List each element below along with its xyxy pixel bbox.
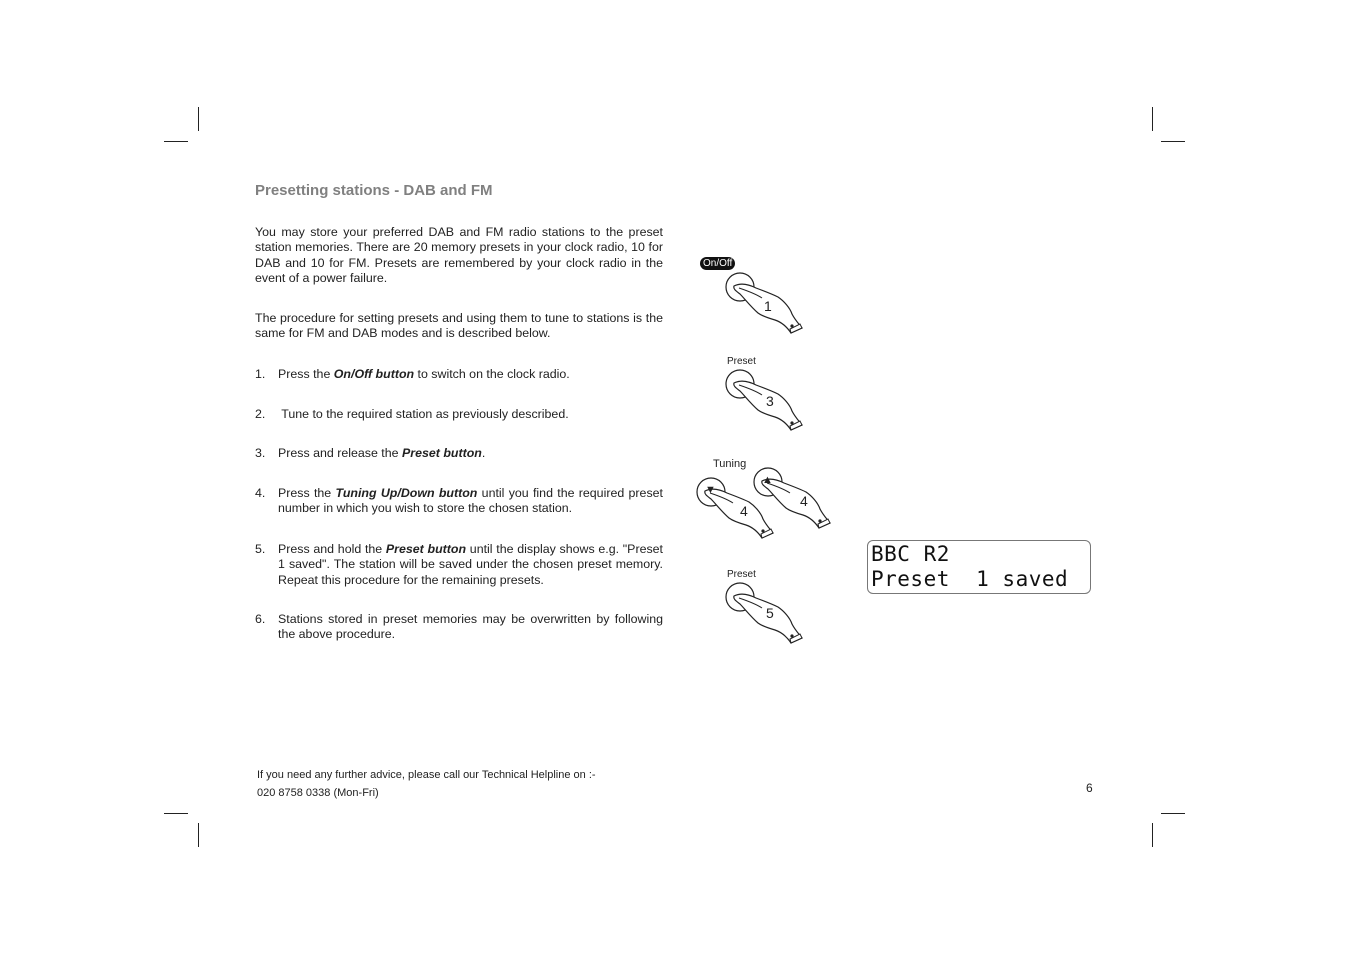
tuning-label: Tuning: [713, 458, 747, 470]
step-text: .: [481, 446, 486, 460]
step-item: [255, 612, 663, 643]
step-item: [255, 407, 663, 422]
step-text: Press the: [278, 367, 334, 381]
figure-step-number: 5: [766, 605, 774, 621]
step-text: Press and release the: [278, 446, 402, 460]
crop-mark: [198, 823, 199, 847]
figure-step-number: 4: [800, 493, 808, 509]
page-title: Presetting stations - DAB and FM: [255, 182, 493, 199]
lcd-display: [867, 540, 1091, 594]
footer-helpline: If you need any further advice, please call our Technical Helpline on :-: [257, 769, 596, 781]
step-item: [255, 486, 663, 517]
step-text: until the display shows e.g. "Preset 1 saved". The station will be saved under the chosen preset memory. Repeat this procedure for the remaining presets.: [278, 542, 663, 587]
figure-step-number: 4: [740, 503, 748, 519]
lcd-line: Preset 1 saved: [871, 567, 1069, 591]
onoff-label: On/Off: [700, 257, 735, 270]
step-emphasis: Preset button: [401, 446, 482, 460]
crop-mark: [164, 141, 188, 142]
step-text: Stations stored in preset memories may be overwritten by following the above procedure.: [278, 612, 663, 642]
step-number: 3.: [255, 446, 266, 460]
crop-mark: [1152, 823, 1153, 847]
up-arrow-icon: ▲: [762, 474, 773, 486]
step-item: [255, 367, 663, 382]
step-text: until you find the required preset number in which you wish to store the chosen station.: [278, 486, 663, 516]
finger-press-icon: [746, 465, 841, 535]
step-item: [255, 446, 663, 461]
step-text: to switch on the clock radio.: [414, 367, 570, 381]
figure-step-number: 1: [764, 298, 772, 314]
step-emphasis: Tuning Up/Down button: [335, 486, 478, 500]
crop-mark: [164, 813, 188, 814]
step-emphasis: Preset button: [385, 542, 467, 556]
footer-phone: 020 8758 0338 (Mon-Fri): [257, 787, 379, 799]
step-number: 1.: [255, 367, 266, 381]
step-item: [255, 542, 663, 588]
crop-mark: [1161, 813, 1185, 814]
step-emphasis: On/Off button: [333, 367, 415, 381]
intro-paragraph: You may store your preferred DAB and FM radio stations to the preset station memories. There are 20 memory presets in your clock radio, 10 for DAB and 10 for FM. Presets are remembered by your clock radio in the event of a power failure.: [255, 225, 663, 286]
step-number: 6.: [255, 612, 266, 626]
crop-mark: [198, 107, 199, 131]
step-text: Press and hold the: [278, 542, 386, 556]
crop-mark: [1152, 107, 1153, 131]
intro-paragraph: The procedure for setting presets and using them to tune to stations is the same for FM and DAB modes and is described below.: [255, 311, 663, 341]
page-number: 6: [1086, 781, 1093, 795]
figure-step-number: 3: [766, 393, 774, 409]
down-arrow-icon: ▼: [705, 484, 716, 496]
preset-label: Preset: [727, 356, 756, 367]
step-text: Press the: [278, 486, 336, 500]
crop-mark: [1161, 141, 1185, 142]
step-number: 4.: [255, 486, 266, 500]
lcd-line: BBC R2: [871, 542, 950, 566]
step-number: 2.: [255, 407, 266, 421]
step-text: Tune to the required station as previously described.: [278, 407, 569, 421]
preset-label: Preset: [727, 569, 756, 580]
step-number: 5.: [255, 542, 266, 556]
